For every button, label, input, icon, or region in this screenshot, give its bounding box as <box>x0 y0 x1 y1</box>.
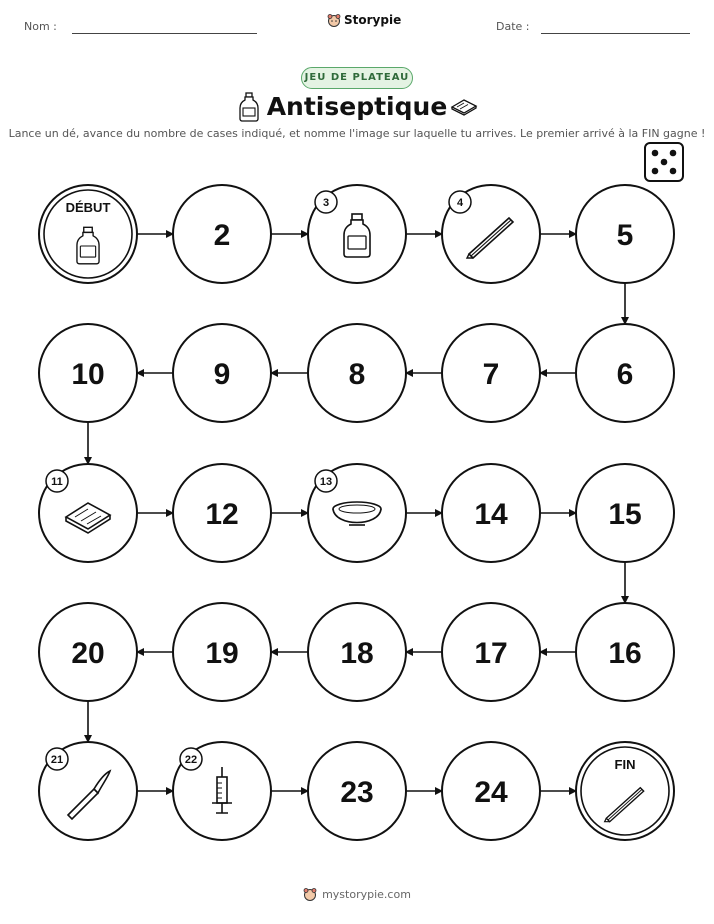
cell-number: 8 <box>348 358 366 391</box>
cell-number: 5 <box>616 219 634 252</box>
cell-number: 12 <box>205 498 239 531</box>
board-cell <box>308 742 406 840</box>
cell-number: 24 <box>474 776 508 809</box>
cell-number: 13 <box>319 476 333 488</box>
cell-number: 10 <box>71 358 105 391</box>
storypie-mascot-icon <box>303 887 317 901</box>
footer-site: mystorypie.com <box>322 887 411 901</box>
board-cell <box>576 185 674 283</box>
board-cell <box>576 603 674 701</box>
cell-number: 2 <box>213 219 231 252</box>
board-cell <box>442 324 540 422</box>
board-cell <box>39 603 137 701</box>
board-cells <box>39 185 674 840</box>
cell-number: 19 <box>205 637 239 670</box>
board-cell <box>39 742 137 840</box>
board-cell <box>576 464 674 562</box>
cell-number: 6 <box>616 358 634 391</box>
date-label: Date : <box>496 20 530 33</box>
cell-number: 23 <box>340 776 374 809</box>
board-cell <box>173 185 271 283</box>
start-cell <box>39 185 137 283</box>
instructions: Lance un dé, avance du nombre de cases indiqué, et nomme l'image sur laquelle tu arrives. Le premier arrivé à la FIN gagne ! <box>8 127 706 140</box>
brand-name: Storypie <box>344 13 402 27</box>
board-cell <box>308 464 406 562</box>
cell-number: 9 <box>213 358 231 391</box>
board-cell <box>442 464 540 562</box>
footer <box>0 887 714 901</box>
cell-number: 21 <box>50 754 64 766</box>
board-cell <box>308 324 406 422</box>
board-cell <box>39 324 137 422</box>
cell-number: 22 <box>184 754 198 766</box>
cell-number: 14 <box>474 498 508 531</box>
cell-number: 7 <box>482 358 500 391</box>
board-cell <box>576 324 674 422</box>
cell-label: FIN <box>614 757 636 772</box>
page-title: Antiseptique <box>266 92 448 121</box>
cell-number: 4 <box>456 197 464 209</box>
cell-number: 11 <box>51 476 63 488</box>
board-cell <box>308 185 406 283</box>
board-cell <box>173 324 271 422</box>
board-cell <box>442 742 540 840</box>
name-label: Nom : <box>24 20 57 33</box>
cell-number: 18 <box>340 637 374 670</box>
board-cell <box>39 464 137 562</box>
cell-number: 15 <box>608 498 642 531</box>
board-cell <box>173 742 271 840</box>
cell-number: 20 <box>71 637 105 670</box>
cell-number: 16 <box>608 637 642 670</box>
board-cell <box>442 185 540 283</box>
dice-five-icon <box>645 143 683 181</box>
cell-number: 3 <box>322 197 330 209</box>
cell-number: 17 <box>474 637 508 670</box>
finish-cell <box>576 742 674 840</box>
game-type-tag: JEU DE PLATEAU <box>301 67 413 89</box>
board-cell <box>442 603 540 701</box>
board-cell <box>308 603 406 701</box>
cell-label: DÉBUT <box>65 200 111 215</box>
board-cell <box>173 603 271 701</box>
board-cell <box>173 464 271 562</box>
